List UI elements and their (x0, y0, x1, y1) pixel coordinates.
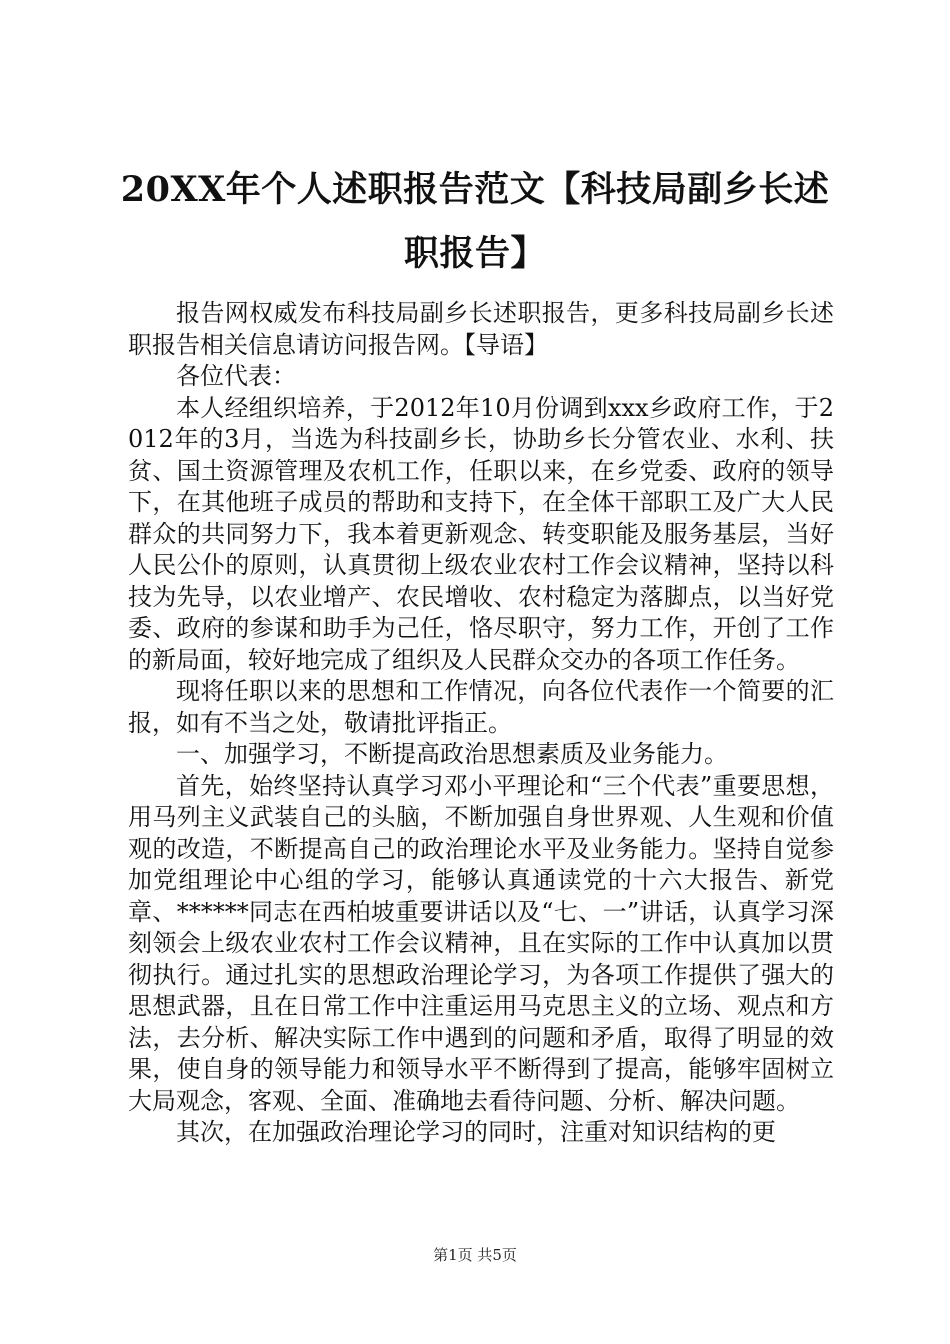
paragraph-study: 首先，始终坚持认真学习邓小平理论和“三个代表”重要思想，用马列主义武装自己的头脑，不断加强自身世界观、人生观和价值观的改造，不断提高自己的政治理论水平及业务能力。坚持自觉参加党组理论中心组的学习，能够认真通读党的十六大报告、新党章、******同志在西柏坡重要讲话以及“七、一”讲话，认真学习深刻领会上级农业农村工作会议精神，且在实际的工作中认真加以贯彻执行。通过扎实的思想政治理论学习，为各项工作提供了强大的思想武器，且在日常工作中注重运用马克思主义的立场、观点和方法，去分析、解决实际工作中遇到的问题和矛盾，取得了明显的效果，使自身的领导能力和领导水平不断得到了提高，能够牢固树立大局观念，客观、全面、准确地去看待问题、分析、解决问题。 (128, 771, 834, 1115)
page-number-footer: 第1页 共5页 (433, 1246, 517, 1264)
document-title (110, 158, 840, 286)
paragraph-next: 其次，在加强政治理论学习的同时，注重对知识结构的更 (176, 1118, 776, 1146)
section-heading-1: 一、加强学习，不断提高政治思想素质及业务能力。 (176, 740, 728, 768)
paragraph-intro: 报告网权威发布科技局副乡长述职报告，更多科技局副乡长述职报告相关信息请访问报告网。【导语】 (128, 299, 834, 359)
paragraph-background: 本人经组织培养，于2012年10月份调到xxx乡政府工作，于2012年的3月，当选为科技副乡长，协助乡长分管农业、水利、扶贫、国土资源管理及农机工作，任职以来，在乡党委、政府的领导下，在其他班子成员的帮助和支持下，在全体干部职工及广大人民群众的共同努力下，我本着更新观念、转变职能及服务基层，当好人民公仆的原则，认真贯彻上级农业农村工作会议精神，坚持以科技为先导，以农业增产、农民增收、农村稳定为落脚点，以当好党委、政府的参谋和助手为己任，恪尽职守，努力工作，开创了工作的新局面，较好地完成了组织及人民群众交办的各项工作任务。 (128, 393, 834, 674)
paragraph-summary: 现将任职以来的思想和工作情况，向各位代表作一个简要的汇报，如有不当之处，敬请批评指正。 (128, 677, 834, 737)
title-line-1: 20XX年个人述职报告范文【科技局副乡长述 (120, 169, 830, 210)
title-line-2: 职报告】 (403, 233, 546, 274)
paragraph-salutation: 各位代表： (176, 362, 296, 390)
document-body (128, 298, 834, 1149)
